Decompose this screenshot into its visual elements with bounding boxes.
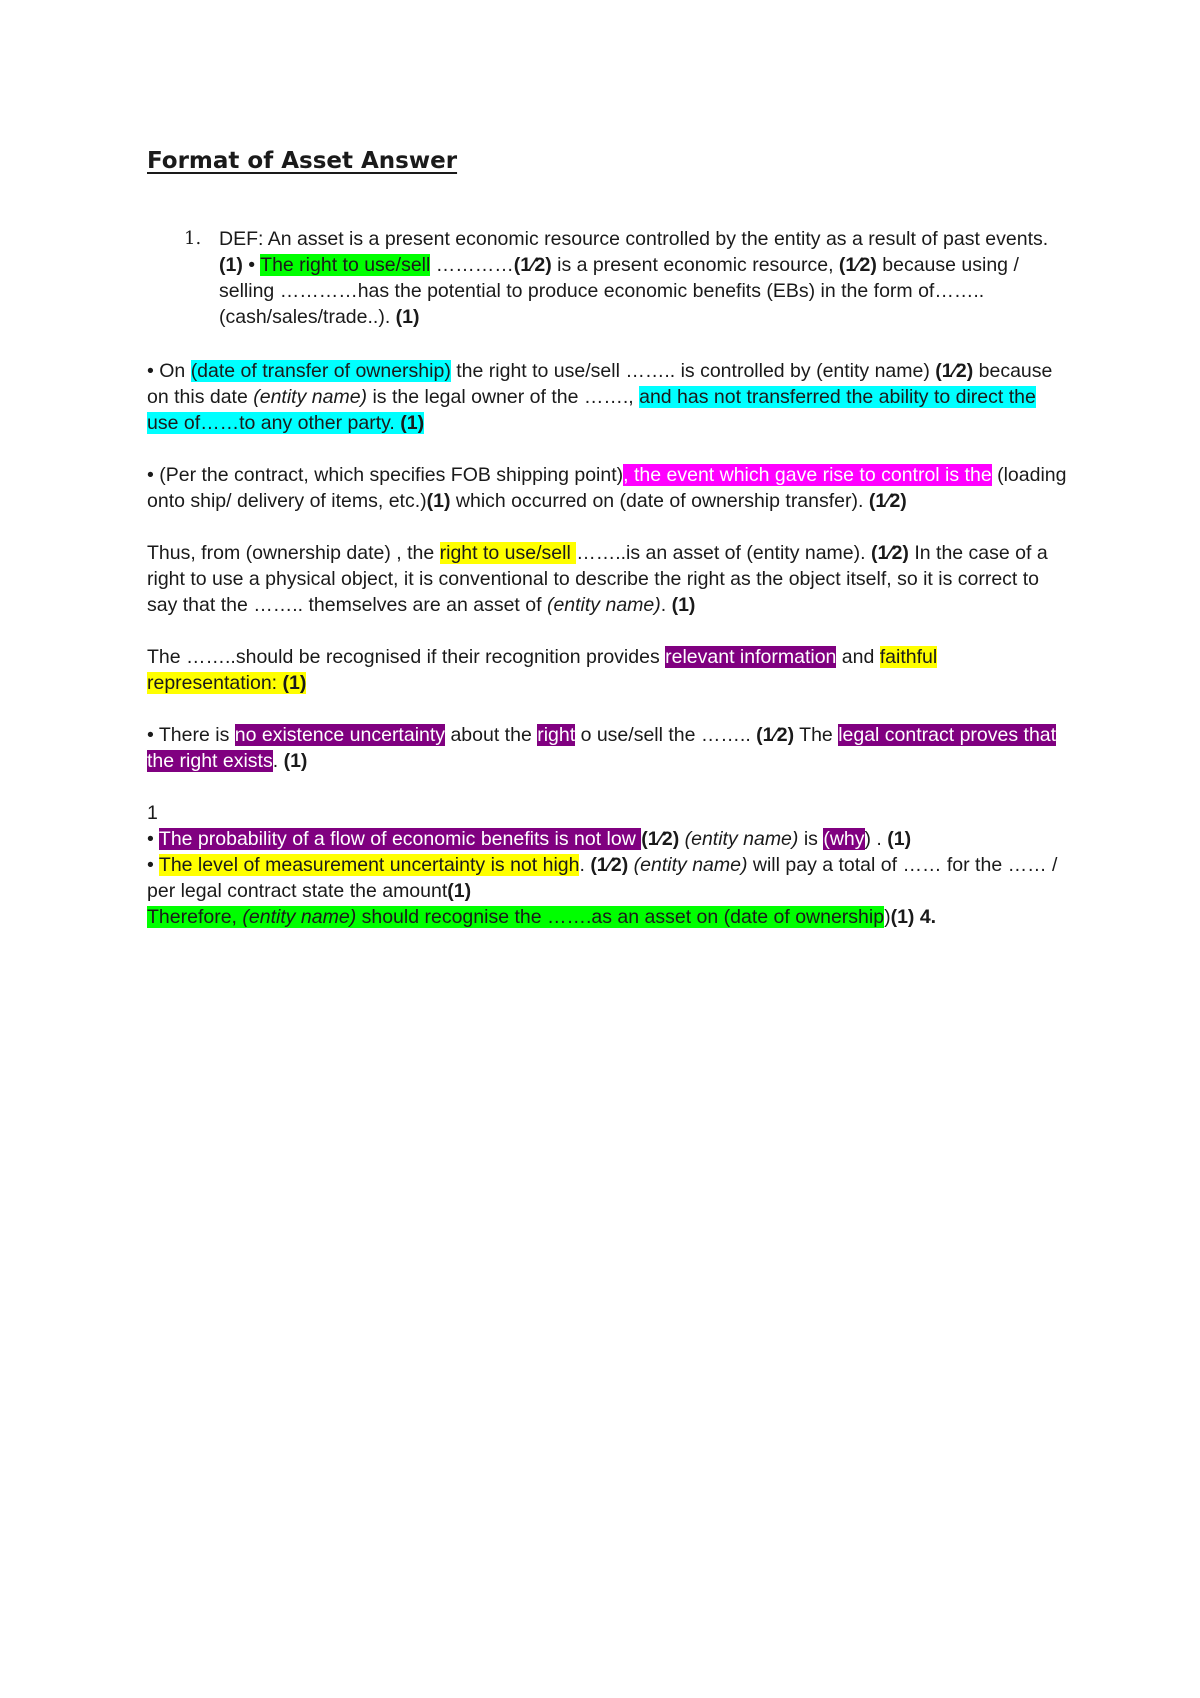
text-run: DEF: An asset is a present economic resource controlled by the entity as a result of past events. — [219, 228, 1049, 250]
text-run: ) — [884, 906, 891, 928]
text-run: • On — [147, 360, 191, 382]
highlight-green: The right to use/sell — [260, 254, 431, 276]
highlight-magenta: , the event which gave rise to control is the — [623, 464, 992, 486]
recognition-paragraph — [147, 644, 1067, 696]
highlight-purple: The probability of a flow of economic benefits is not low — [158, 828, 642, 850]
italic-text: (entity name) — [546, 594, 661, 616]
highlight-purple: right — [537, 724, 576, 746]
mark: (1⁄2) — [641, 828, 680, 850]
text-run: ) . — [864, 828, 888, 850]
mark: (1⁄2) — [590, 854, 629, 876]
text-run: because on this date — [147, 360, 1053, 408]
highlight-purple: (why — [823, 828, 865, 850]
mark: (1) — [447, 880, 472, 902]
mark: (1) — [282, 672, 307, 694]
text-run: is — [798, 828, 824, 850]
text-run: • — [147, 828, 159, 850]
mark: (1⁄2) — [935, 360, 974, 382]
text-run: ………… — [430, 254, 514, 276]
measurement-line — [147, 852, 1067, 904]
event-paragraph — [147, 462, 1067, 514]
text-run: . — [660, 594, 672, 616]
text-run: o use/sell the …….. — [575, 724, 757, 746]
text-run: is a present economic resource, — [551, 254, 839, 276]
list-number: 1. — [184, 228, 202, 249]
mark: (1) — [890, 906, 915, 928]
mark: (1⁄2) — [756, 724, 795, 746]
numbered-item-1 — [147, 226, 1067, 330]
asset-conclusion-paragraph — [147, 540, 1067, 618]
text-run: and — [836, 646, 880, 668]
therefore-line — [147, 904, 1067, 930]
text-run: Therefore, — [147, 906, 243, 928]
stray-number: 1 — [147, 802, 158, 824]
text-run: • ( — [147, 464, 166, 486]
text-run: faithful representation: — [147, 646, 938, 694]
highlight-green — [147, 906, 884, 928]
text-run: will pay a total of …… for the …… / per legal contract state the amount — [147, 854, 1058, 902]
mark: (1) — [219, 254, 243, 276]
text-run: Thus, from (ownership date) , the — [147, 542, 440, 564]
highlight-cyan: (date of transfer of ownership) — [190, 360, 451, 382]
text-run: • — [147, 854, 159, 876]
text-run: Per the contract, which specifies FOB shipping point) — [165, 464, 624, 486]
text-run: and has not transferred the ability to direct the use of……to any other party. — [147, 386, 1036, 434]
italic-text: (entity name) — [253, 386, 368, 408]
mark: (1) — [283, 750, 308, 772]
definition-paragraph — [219, 226, 1067, 330]
italic-text: (entity name) — [633, 854, 748, 876]
mark: (1⁄2) — [870, 542, 909, 564]
text-run: because using / selling …………has the potential to produce economic benefits (EBs) in the form of……..(cash/sales/trade..). — [219, 254, 1019, 328]
text-run: about the — [445, 724, 538, 746]
highlight-yellow: right to use/sell — [439, 542, 577, 564]
text-run: • There is — [147, 724, 235, 746]
existence-paragraph — [147, 722, 1067, 774]
text-run: The — [794, 724, 839, 746]
mark: (1⁄2) — [513, 254, 552, 276]
mark: (1) — [395, 306, 420, 328]
mark: 4. — [914, 906, 937, 928]
mark: (1⁄2) — [838, 254, 877, 276]
control-paragraph — [147, 358, 1067, 436]
text-run: In the case of a right to use a physical object, it is conventional to describe the right as the object itself, so it is correct to say that the …….. themselves are an asset of — [147, 542, 1048, 616]
text-run: The ……..should be recognised if their recognition provides — [147, 646, 666, 668]
mark: (1⁄2) — [868, 490, 907, 512]
highlight-purple: relevant information — [665, 646, 837, 668]
text-run: which occurred on (date of ownership transfer). — [450, 490, 869, 512]
italic-text: (entity name) — [684, 828, 799, 850]
highlight-purple: no existence uncertainty — [234, 724, 446, 746]
text-run: the right to use/sell …….. is controlled by (entity name) — [450, 360, 936, 382]
mark: (1) — [671, 594, 696, 616]
final-block — [147, 800, 1067, 930]
text-run: (loading onto ship/ delivery of items, etc.) — [147, 464, 1067, 512]
text-run: . — [272, 750, 284, 772]
mark: (1) — [426, 490, 451, 512]
probability-line — [147, 826, 1067, 852]
document-title: Format of Asset Answer — [147, 148, 458, 174]
italic-text: (entity name) — [242, 906, 357, 928]
text-run: ……..is an asset of (entity name). — [576, 542, 871, 564]
text-run: • — [242, 254, 261, 276]
text-run: . — [579, 854, 591, 876]
text-run: is the legal owner of the ……., — [367, 386, 640, 408]
document-page — [147, 140, 1067, 930]
highlight-purple: legal contract proves that the right exists — [147, 724, 1057, 772]
text-run: should recognise the …….as an asset on (date of ownership — [356, 906, 885, 928]
highlight-yellow: The level of measurement uncertainty is not high — [158, 854, 580, 876]
mark: (1) — [887, 828, 912, 850]
mark: (1) — [400, 412, 425, 434]
